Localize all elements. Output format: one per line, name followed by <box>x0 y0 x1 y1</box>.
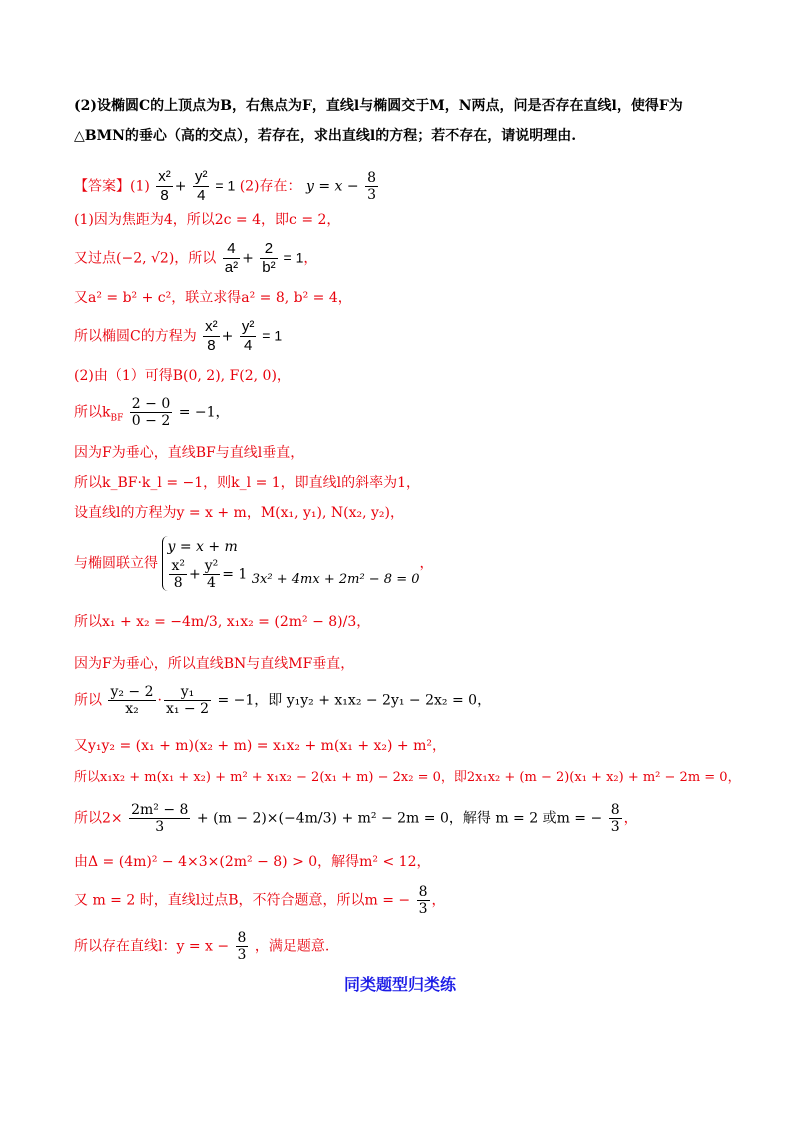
step-10: 与椭圆联立得 y = x + m $\frac{\text{x²}}{8}$ + $\frac{\text{y²}}{4}$ = 1 3x² + 4mx + 2m² − 8 = 0， <box>74 536 740 591</box>
step-13: 所以 $\frac{\text{y₂ − 2}}{\text{x₂}}$ · $\frac{\text{y₁}}{\text{x₁ − 2}}$ = −1，即 y₁y₂ + x₁x₂ − 2y₁ − 2x₂ = 0， <box>74 684 492 717</box>
step-11: 所以x₁ + x₂ = −4m/3, x₁x₂ = (2m² − 8)/3， <box>74 614 371 630</box>
answer-part1: (1) <box>130 178 150 195</box>
step-16: 所以2× $\frac{\text{2m² − 8}}{3}$ + (m − 2)×(−4m/3) + m² − 2m = 0，解得 m = 2 或m = − $\frac{8}{3}$ ， <box>74 802 638 835</box>
frac-y2-4: $\frac{\text{y²}}{4}$ <box>194 168 208 204</box>
frac-x2-8: $\frac{\text{x²}}{8}$ <box>158 168 171 204</box>
answer-label: 【答案】 <box>74 178 130 195</box>
step-3: 又a² = b² + c²，联立求得a² = 8, b² = 4， <box>74 290 352 306</box>
equation-system: y = x + m $\frac{\text{x²}}{8}$ + $\frac{\text{y²}}{4}$ = 1 <box>162 536 247 591</box>
frac-8-3: $\frac{8}{3}$ <box>367 170 376 203</box>
question-line-1: (2)设椭圆C的上顶点为B，右焦点为F，直线l与椭圆交于M，N两点，问是否存在直线l，使得F为 <box>74 98 683 114</box>
answer-line: 【答案】(1) $\frac{\text{x²}}{8}$ + $\frac{\text{y²}}{4}$ = 1 (2)存在： y = x − $\frac{8}{3}$ <box>74 168 376 204</box>
step-1: (1)因为焦距为4，所以2c = 4，即c = 2， <box>74 212 341 228</box>
step-6: 所以$k_{BF}$ $\frac{2 - 0}{0 - 2}$ = −1， <box>74 396 230 429</box>
step-4: 所以椭圆C的方程为 $\frac{\text{x²}}{8}$ + $\frac{\text{y²}}{4}$ = 1 <box>74 318 283 354</box>
step-5: (2)由（1）可得B(0, 2), F(2, 0)， <box>74 368 291 384</box>
step-9: 设直线l的方程为y = x + m，M(x₁, y₁), N(x₂, y₂)， <box>74 505 405 521</box>
step-17: 由Δ = (4m)² − 4×3×(2m² − 8) > 0，解得m² < 12， <box>74 854 431 870</box>
step-2: 又过点(−2, √2)，所以 $\frac{4}{\text{a²}}$ + $\frac{2}{\text{b²}}$ = 1， <box>74 240 318 276</box>
answer-part2: (2)存在： <box>239 178 302 195</box>
step-12: 因为F为垂心，所以直线BN与直线MF垂直， <box>74 656 355 672</box>
section-heading: 同类题型归类练 <box>343 975 456 994</box>
step-8: 所以k_BF·k_l = −1，则k_l = 1，即直线l的斜率为1， <box>74 475 421 491</box>
step-19: 所以存在直线l：y = x − $\frac{8}{3}$ ，满足题意. <box>74 930 330 963</box>
question-line-2: △BMN的垂心（高的交点），若存在，求出直线l的方程；若不存在，请说明理由. <box>74 128 577 144</box>
step-7: 因为F为垂心，直线BF与直线l垂直， <box>74 445 305 461</box>
step-15: 所以x₁x₂ + m(x₁ + x₂) + m² + x₁x₂ − 2(x₁ + m) − 2x₂ = 0，即2x₁x₂ + (m − 2)(x₁ + x₂) + m² − 2m = 0， <box>74 770 741 785</box>
step-18: 又 m = 2 时，直线l过点B，不符合题意，所以m = − $\frac{8}{3}$ ， <box>74 884 446 917</box>
answer-line-eq: y = x − <box>305 178 359 195</box>
step-14: 又y₁y₂ = (x₁ + m)(x₂ + m) = x₁x₂ + m(x₁ + x₂) + m²， <box>74 738 446 754</box>
